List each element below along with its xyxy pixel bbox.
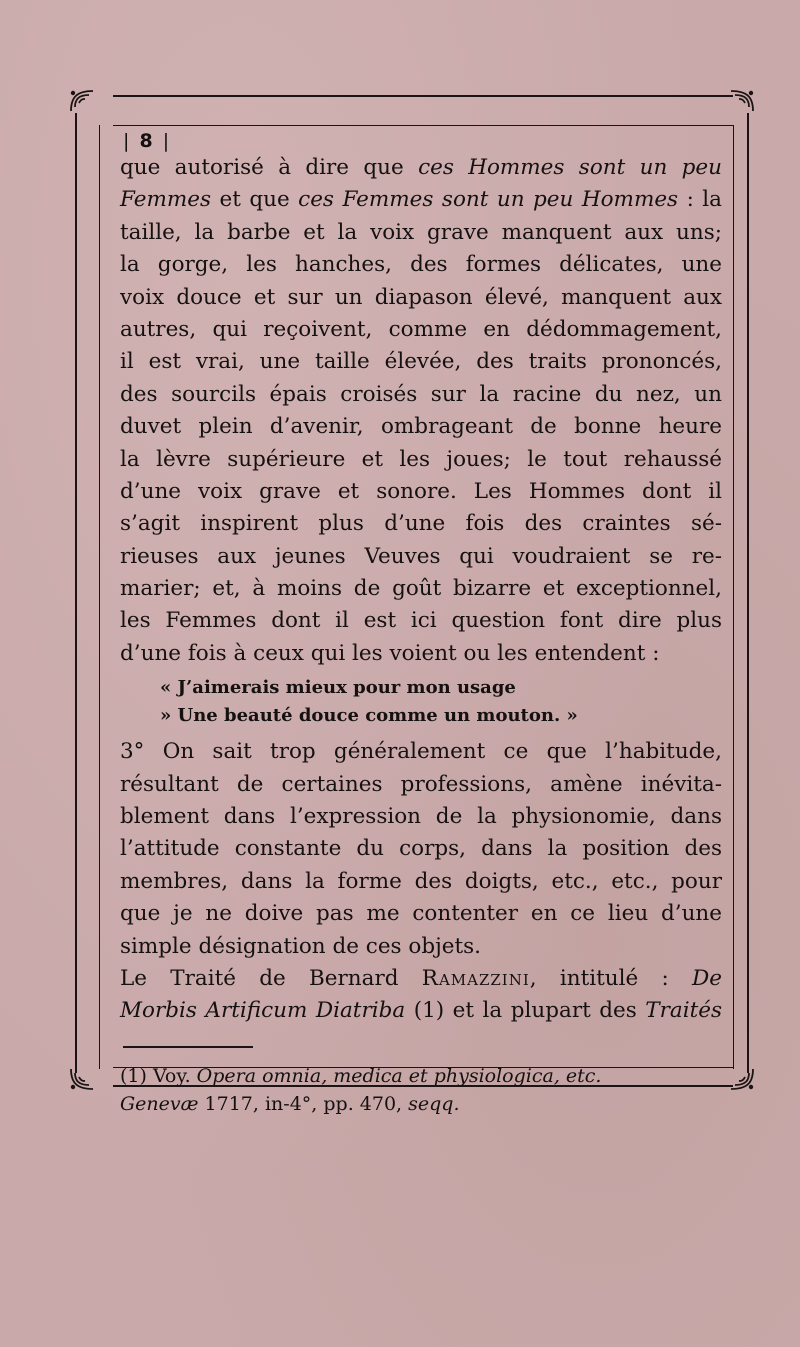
- text-line: [120, 801, 722, 833]
- text-run: il est vrai, une taille élevée, des traits prononcés,: [120, 349, 722, 375]
- italic-text: ces Hommes sont un peu: [418, 155, 722, 180]
- text-line: [120, 282, 722, 314]
- corner-ornament-bottom-right-icon: [727, 1065, 757, 1095]
- text-line: [120, 508, 722, 540]
- text-line: [120, 184, 722, 216]
- page-text: [120, 130, 722, 1118]
- text-run: marier; et, à moins de goût bizarre et exceptionnel,: [120, 576, 722, 602]
- border-right-inner: [733, 125, 734, 1069]
- text-run: l’attitude constante du corps, dans la position des: [120, 836, 722, 862]
- text-run: Ramazzini: [421, 965, 530, 991]
- text-line: [120, 346, 722, 378]
- italic-text: Opera omnia, medica et physiologica, etc.: [196, 1064, 602, 1087]
- border-left-inner: [99, 125, 100, 1069]
- text-run: d’une fois à ceux qui les voient ou les entendent :: [120, 640, 660, 666]
- text-line: [120, 444, 722, 476]
- text-run: 3° On sait trop généralement ce que l’habitude,: [120, 739, 722, 765]
- text-line: [120, 769, 722, 801]
- text-run: taille, la barbe et la voix grave manquent aux uns;: [120, 219, 722, 245]
- text-line: [120, 605, 722, 637]
- verse-quote: [120, 674, 722, 730]
- text-line: [120, 541, 722, 573]
- text-run: autres, qui reçoivent, comme en dédommagement,: [120, 316, 722, 342]
- text-run: 1717, in-4°, pp. 470,: [198, 1092, 409, 1115]
- text-line: [120, 152, 722, 184]
- text-line: [120, 931, 722, 963]
- italic-text: seqq.: [408, 1092, 460, 1115]
- italic-text: De: [692, 965, 722, 991]
- text-run: la gorge, les hanches, des formes délicates, une: [120, 252, 722, 278]
- text-line: [120, 217, 722, 249]
- border-top-outer: [113, 95, 733, 97]
- text-line: [120, 476, 722, 508]
- text-line: [120, 249, 722, 281]
- corner-ornament-bottom-left-icon: [67, 1065, 97, 1095]
- text-line: [120, 411, 722, 443]
- italic-text: Genevæ: [120, 1092, 199, 1115]
- text-run: (1) et la plupart des: [405, 998, 646, 1024]
- border-right-outer: [747, 113, 749, 1073]
- italic-text: Morbis Artificum Diatriba: [120, 998, 406, 1024]
- text-run: résultant de certaines professions, amène inévita-: [120, 771, 722, 797]
- italic-text: ces Femmes sont un peu Hommes: [298, 187, 679, 213]
- text-run: des sourcils épais croisés sur la racine du nez, un: [120, 381, 722, 407]
- italic-text: Femmes: [120, 187, 211, 213]
- text-run: s’agit inspirent plus d’une fois des craintes sé-: [120, 511, 722, 537]
- text-line: [120, 314, 722, 346]
- border-left-outer: [75, 113, 77, 1073]
- text-run: : la: [678, 187, 723, 213]
- text-run: Le Traité de Bernard: [120, 965, 422, 991]
- text-run: duvet plein d’avenir, ombrageant de bonne heure: [120, 414, 722, 440]
- footnote-separator: [123, 1046, 253, 1048]
- text-line: [120, 573, 722, 605]
- footnote: [120, 1062, 722, 1118]
- text-line: [120, 963, 722, 995]
- verse-line: « J’aimerais mieux pour mon usage: [160, 677, 516, 699]
- text-run: et que: [211, 187, 299, 213]
- text-run: que je ne doive pas me contenter en ce lieu d’une: [120, 901, 722, 927]
- text-run: d’une voix grave et sonore. Les Hommes dont il: [120, 478, 722, 504]
- text-line: [120, 833, 722, 865]
- page-number: | 8 |: [123, 130, 722, 152]
- text-line: [120, 1062, 722, 1090]
- text-run: blement dans l’expression de la physionomie, dans: [120, 804, 722, 830]
- text-line: [120, 638, 722, 670]
- text-run: les Femmes dont il est ici question font dire plus: [120, 608, 722, 634]
- text-run: que autorisé à dire que: [120, 155, 419, 180]
- text-run: membres, dans la forme des doigts, etc., etc., pour: [120, 868, 722, 894]
- italic-text: Traités: [645, 998, 722, 1024]
- text-line: [120, 736, 722, 768]
- verse-line: » Une beauté douce comme un mouton. »: [160, 705, 578, 727]
- text-line: [120, 898, 722, 930]
- text-run: voix douce et sur un diapason élevé, manquent aux: [120, 284, 722, 310]
- text-run: (1) Voy.: [120, 1064, 197, 1087]
- text-line: [120, 866, 722, 898]
- text-line: [120, 1090, 722, 1118]
- corner-ornament-top-left-icon: [67, 85, 97, 115]
- corner-ornament-top-right-icon: [727, 85, 757, 115]
- text-run: simple désignation de ces objets.: [120, 933, 482, 959]
- border-top-inner: [113, 125, 733, 126]
- section-3-paragraph: [120, 736, 722, 1028]
- text-line: [120, 995, 722, 1027]
- text-line: [120, 379, 722, 411]
- text-run: la lèvre supérieure et les joues; le tout rehaussé: [120, 446, 722, 472]
- text-run: rieuses aux jeunes Veuves qui voudraient se re-: [120, 543, 722, 569]
- main-paragraph: [120, 152, 722, 670]
- text-run: , intitulé :: [529, 965, 693, 991]
